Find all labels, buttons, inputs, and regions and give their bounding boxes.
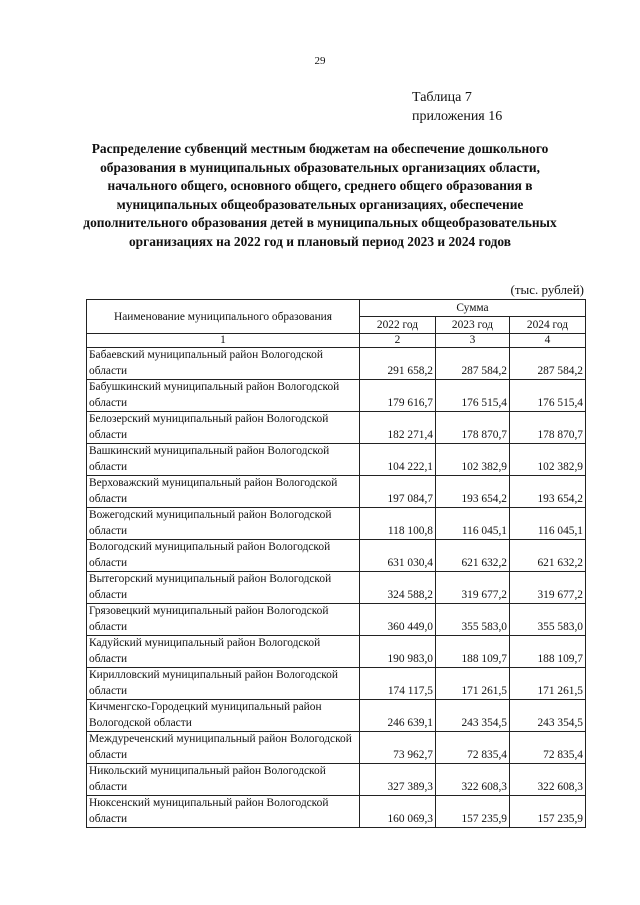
value-2024: 355 583,0: [510, 604, 586, 636]
table-row: [87, 700, 586, 732]
table-row: [87, 348, 586, 380]
value-2023: 176 515,4: [436, 380, 510, 412]
municipality-name: Грязовецкий муниципальный район Вологодской области: [87, 604, 360, 636]
value-2023: 355 583,0: [436, 604, 510, 636]
value-2024: 116 045,1: [510, 508, 586, 540]
page-number: 29: [314, 55, 326, 67]
header-sum: Сумма: [360, 300, 586, 317]
table-row: [87, 508, 586, 540]
value-2024: 157 235,9: [510, 796, 586, 828]
appendix-reference: приложения 16: [412, 109, 503, 124]
header-year-2024: 2024 год: [510, 317, 586, 334]
table-row: [87, 412, 586, 444]
value-2024: 188 109,7: [510, 636, 586, 668]
value-2022: 197 084,7: [360, 476, 436, 508]
subventions-table: [86, 299, 586, 828]
column-index-1: 1: [87, 334, 360, 348]
table-row: [87, 476, 586, 508]
value-2023: 116 045,1: [436, 508, 510, 540]
municipality-name: Нюксенский муниципальный район Вологодской области: [87, 796, 360, 828]
table-row: [87, 636, 586, 668]
value-2022: 160 069,3: [360, 796, 436, 828]
table-row: [87, 668, 586, 700]
value-2023: 178 870,7: [436, 412, 510, 444]
municipality-name: Кичменгско-Городецкий муниципальный район Вологодской области: [87, 700, 360, 732]
value-2023: 193 654,2: [436, 476, 510, 508]
municipality-name: Бабушкинский муниципальный район Вологодской области: [87, 380, 360, 412]
value-2024: 243 354,5: [510, 700, 586, 732]
municipality-name: Верховажский муниципальный район Вологодской области: [87, 476, 360, 508]
header-year-2023: 2023 год: [436, 317, 510, 334]
value-2022: 174 117,5: [360, 668, 436, 700]
table-row: [87, 572, 586, 604]
header-name: Наименование муниципального образования: [87, 300, 360, 334]
value-2023: 157 235,9: [436, 796, 510, 828]
value-2023: 102 382,9: [436, 444, 510, 476]
municipality-name: Кирилловский муниципальный район Вологодской области: [87, 668, 360, 700]
document-title: Распределение субвенций местным бюджетам на обеспечение дошкольного образования в муниципальных образовательных организациях области, начального общего, основного общего, среднего общего образования в муниципальных общеобразовательных организациях, обеспечение дополнительного образования детей в муниципальных общеобразовательных организациях на 2022 год и плановый период 2023 и 2024 годов: [83, 141, 557, 249]
table-row: [87, 604, 586, 636]
value-2022: 190 983,0: [360, 636, 436, 668]
value-2024: 72 835,4: [510, 732, 586, 764]
table-row: [87, 796, 586, 828]
value-2022: 73 962,7: [360, 732, 436, 764]
value-2024: 322 608,3: [510, 764, 586, 796]
value-2022: 104 222,1: [360, 444, 436, 476]
table-number: Таблица 7: [412, 90, 472, 105]
value-2024: 621 632,2: [510, 540, 586, 572]
value-2023: 621 632,2: [436, 540, 510, 572]
value-2024: 176 515,4: [510, 380, 586, 412]
value-2024: 287 584,2: [510, 348, 586, 380]
value-2022: 327 389,3: [360, 764, 436, 796]
table-row: [87, 444, 586, 476]
table-row: [87, 764, 586, 796]
value-2024: 178 870,7: [510, 412, 586, 444]
value-2022: 118 100,8: [360, 508, 436, 540]
value-2023: 319 677,2: [436, 572, 510, 604]
value-2023: 188 109,7: [436, 636, 510, 668]
table-row: [87, 540, 586, 572]
table-reference: [412, 88, 502, 126]
municipality-name: Междуреченский муниципальный район Вологодской области: [87, 732, 360, 764]
value-2022: 291 658,2: [360, 348, 436, 380]
municipality-name: Никольский муниципальный район Вологодской области: [87, 764, 360, 796]
table-body: [87, 348, 586, 828]
value-2024: 102 382,9: [510, 444, 586, 476]
value-2023: 171 261,5: [436, 668, 510, 700]
municipality-name: Белозерский муниципальный район Вологодской области: [87, 412, 360, 444]
column-index-4: 4: [510, 334, 586, 348]
header-year-2022: 2022 год: [360, 317, 436, 334]
table-row: [87, 380, 586, 412]
value-2024: 193 654,2: [510, 476, 586, 508]
units-label: (тыс. рублей): [510, 282, 584, 297]
value-2023: 322 608,3: [436, 764, 510, 796]
column-index-3: 3: [436, 334, 510, 348]
municipality-name: Вытегорский муниципальный район Вологодской области: [87, 572, 360, 604]
value-2024: 171 261,5: [510, 668, 586, 700]
value-2022: 631 030,4: [360, 540, 436, 572]
value-2022: 246 639,1: [360, 700, 436, 732]
municipality-name: Кадуйский муниципальный район Вологодской области: [87, 636, 360, 668]
value-2023: 287 584,2: [436, 348, 510, 380]
value-2022: 182 271,4: [360, 412, 436, 444]
value-2022: 324 588,2: [360, 572, 436, 604]
value-2023: 72 835,4: [436, 732, 510, 764]
value-2023: 243 354,5: [436, 700, 510, 732]
municipality-name: Вологодский муниципальный район Вологодской области: [87, 540, 360, 572]
municipality-name: Вожегодский муниципальный район Вологодской области: [87, 508, 360, 540]
table-row: [87, 732, 586, 764]
value-2022: 179 616,7: [360, 380, 436, 412]
municipality-name: Бабаевский муниципальный район Вологодской области: [87, 348, 360, 380]
value-2022: 360 449,0: [360, 604, 436, 636]
municipality-name: Вашкинский муниципальный район Вологодской области: [87, 444, 360, 476]
value-2024: 319 677,2: [510, 572, 586, 604]
column-index-2: 2: [360, 334, 436, 348]
